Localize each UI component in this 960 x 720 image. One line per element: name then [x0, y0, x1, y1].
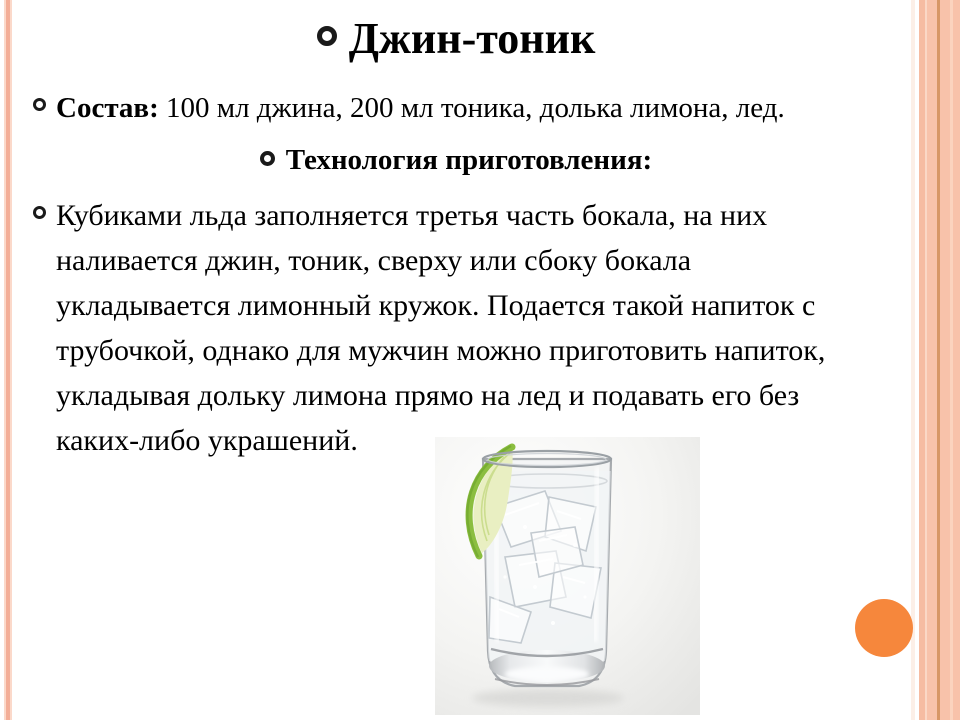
orange-circle-decoration — [855, 599, 913, 657]
left-edge-stripe — [0, 0, 14, 720]
bullet-ring-icon — [33, 98, 46, 111]
paragraph-line: наливается джин, тоник, сверху или сбоку бокала — [56, 244, 692, 277]
paragraph-line: укладывая дольку лимона прямо на лед и подавать его без — [56, 379, 800, 412]
technology-heading-row — [0, 140, 912, 180]
composition-text — [56, 88, 785, 128]
bullet-ring-icon — [317, 26, 337, 46]
gin-tonic-glass-photo — [435, 437, 700, 715]
bullet-ring-icon — [260, 151, 275, 166]
paragraph-line: трубочкой, однако для мужчин можно приготовить напиток, — [56, 334, 826, 367]
composition-label: Состав: — [56, 92, 159, 124]
bullet-ring-icon — [33, 206, 46, 219]
slide-title-row — [0, 14, 912, 64]
paragraph-line: укладывается лимонный кружок. Подается такой напиток с — [56, 289, 816, 322]
paragraph-line: каких-либо украшений. — [56, 424, 358, 457]
composition-row — [33, 88, 900, 128]
preparation-paragraph — [56, 193, 825, 463]
glass-illustration — [435, 437, 700, 715]
glass-reflection — [472, 689, 624, 707]
composition-value: 100 мл джина, 200 мл тоника, долька лимона, лед. — [158, 92, 785, 124]
preparation-paragraph-row — [33, 193, 920, 463]
paragraph-line: Кубиками льда заполняется третья часть бокала, на них — [56, 199, 768, 232]
slide-title: Джин-тоник — [348, 14, 596, 63]
technology-heading: Технология приготовления: — [285, 144, 653, 176]
